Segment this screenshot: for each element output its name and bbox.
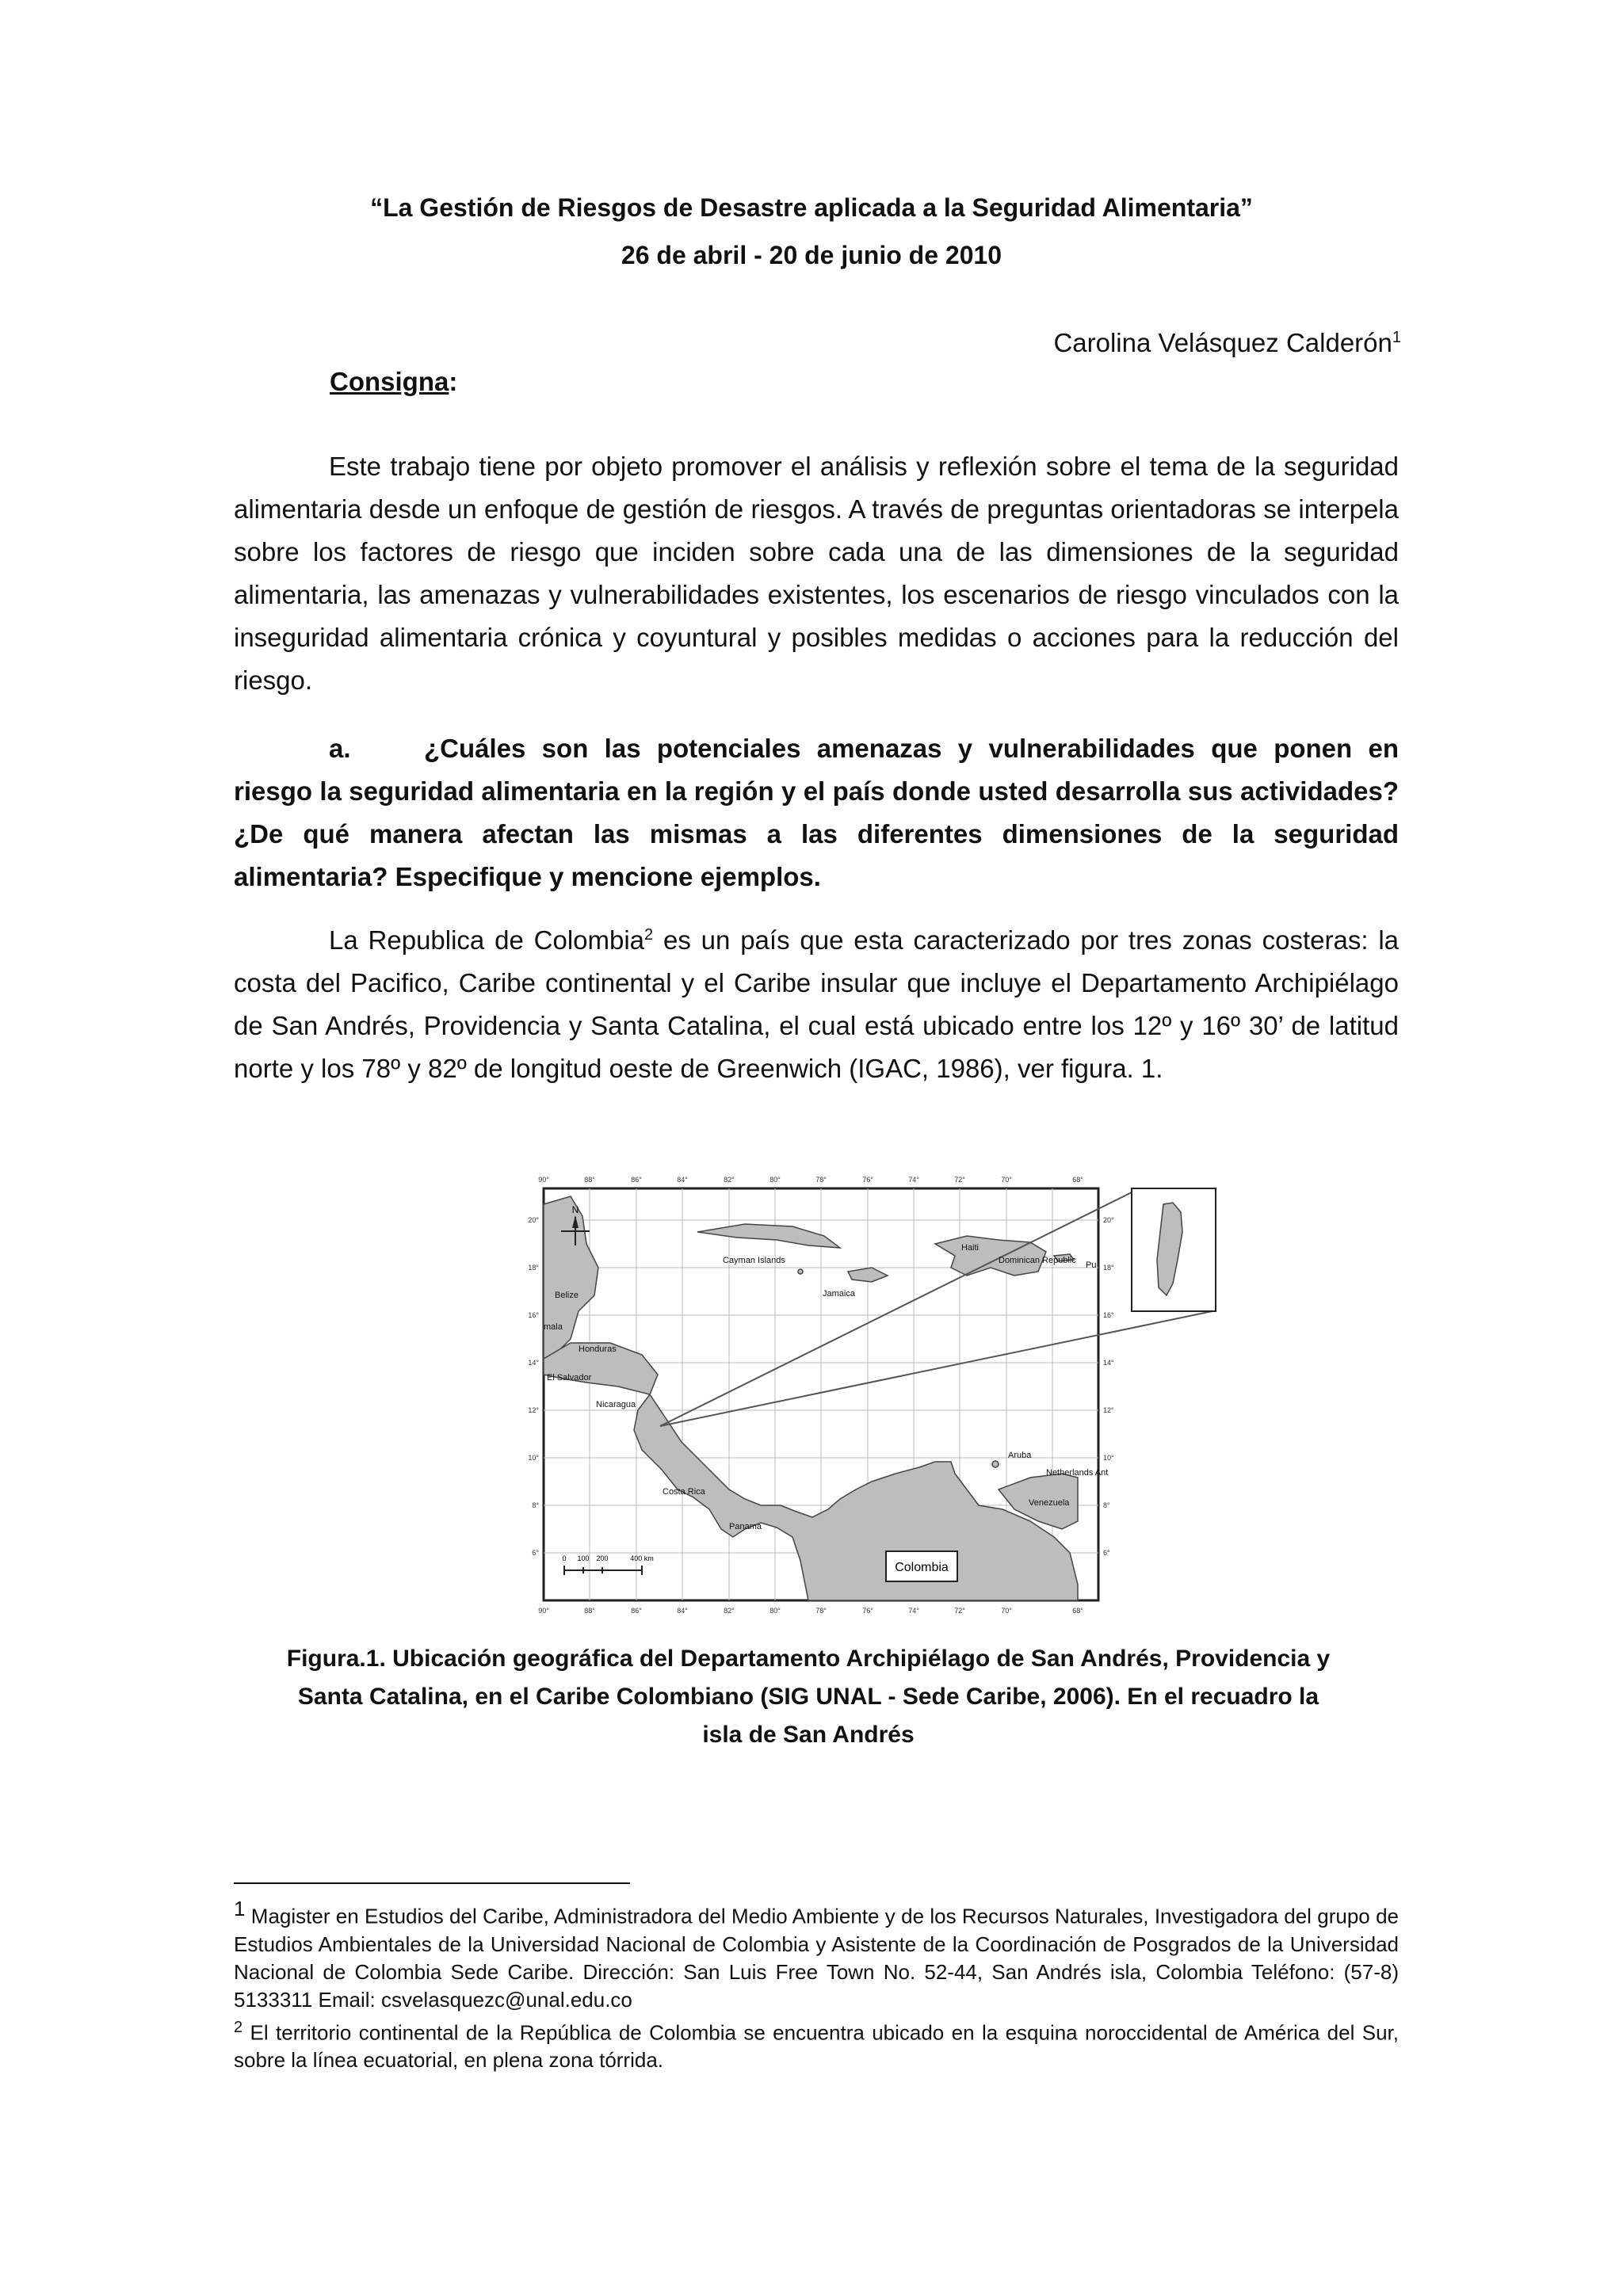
tick-top: 74°: [908, 1176, 919, 1184]
tick-right: 6°: [1103, 1549, 1110, 1557]
tick-right: 10°: [1103, 1454, 1114, 1462]
tick-left: 18°: [528, 1264, 539, 1272]
footnote-2-mark: 2: [234, 2018, 243, 2036]
tick-right: 20°: [1103, 1216, 1114, 1224]
footnotes: [234, 1895, 1399, 2074]
tick-bottom: 86°: [631, 1607, 642, 1615]
consigna-colon: :: [449, 367, 458, 396]
tick-left: 12°: [528, 1406, 539, 1414]
tick-left: 10°: [528, 1454, 539, 1462]
footnote-1-mark: 1: [234, 1897, 246, 1920]
tick-top: 82°: [724, 1176, 735, 1184]
label-nicaragua: Nicaragua: [596, 1400, 636, 1409]
location-map: [523, 1157, 1220, 1624]
aruba-shape: [992, 1461, 999, 1467]
label-netherlands: Netherlands Ant: [1046, 1468, 1109, 1478]
footnote-1: [234, 1895, 1399, 2014]
tick-top: 68°: [1072, 1176, 1083, 1184]
colombia-paragraph: [234, 919, 1399, 1090]
tick-bottom: 88°: [584, 1607, 595, 1615]
footnote-2-text: El territorio continental de la República de Colombia se encuentra ubicado en la esquina noroccidental de América del Sur, sobre la línea ecuatorial, en plena zona tórrida.: [234, 2020, 1399, 2073]
tick-bottom: 84°: [677, 1607, 688, 1615]
scale-label-0: 0: [562, 1554, 567, 1562]
document-title-line1: “La Gestión de Riesgos de Desastre aplicada a la Seguridad Alimentaria”: [370, 193, 1253, 222]
tick-left: 6°: [532, 1549, 539, 1557]
map-ticks-left: [528, 1216, 539, 1557]
tick-top: 70°: [1001, 1176, 1012, 1184]
tick-bottom: 68°: [1072, 1607, 1083, 1615]
author-name: [1053, 318, 1401, 362]
tick-bottom: 78°: [815, 1607, 827, 1615]
scale-label-400: 400 km: [630, 1554, 654, 1562]
question-a: [234, 727, 1399, 898]
colombia-paragraph-start: La Republica de Colombia: [329, 925, 645, 955]
compass-label: N: [571, 1204, 579, 1215]
question-text: ¿Cuáles son las potenciales amenazas y vulnerabilidades que ponen en riesgo la seguridad alimentaria en la región y el país donde usted desarrolla sus actividades? ¿De qué manera afectan las mismas a las diferentes dimensiones de la seguridad alimentaria? Especifique y mencione ejemplos.: [234, 734, 1399, 891]
consigna-label: Consigna: [330, 367, 449, 396]
tick-left: 8°: [532, 1501, 539, 1509]
tick-left: 14°: [528, 1359, 539, 1367]
tick-top: 80°: [769, 1176, 781, 1184]
author-text: Carolina Velásquez Calderón: [1053, 328, 1392, 357]
tick-bottom: 72°: [954, 1607, 965, 1615]
label-el-salvador: El Salvador: [547, 1373, 592, 1383]
tick-top: 86°: [631, 1176, 642, 1184]
tick-top: 90°: [538, 1176, 549, 1184]
footnote-mark-2: 2: [644, 926, 654, 944]
footnote-1-text: Magister en Estudios del Caribe, Administradora del Medio Ambiente y de los Recursos Naturales, Investigadora del grupo de Estudios Ambientales de la Universidad Nacional de Colombia y Asistente de la Coordinación de Posgrados de la Universidad Nacional de Colombia Sede Caribe. Dirección: San Luis Free Town No. 52-44, San Andrés isla, Colombia Teléfono: (57-8) 5133311 Email: csvelasquezc@unal.edu.co: [234, 1904, 1399, 2012]
author-footnote-mark: 1: [1392, 329, 1401, 346]
footnote-divider: [234, 1882, 630, 1884]
label-costa-rica: Costa Rica: [663, 1487, 705, 1497]
cayman-shape: [798, 1269, 803, 1274]
tick-bottom: 76°: [862, 1607, 873, 1615]
footnote-2: [234, 2014, 1399, 2075]
tick-bottom: 70°: [1001, 1607, 1012, 1615]
consigna-heading: [330, 363, 457, 401]
tick-top: 76°: [862, 1176, 873, 1184]
intro-paragraph: Este trabajo tiene por objeto promover el análisis y reflexión sobre el tema de la seguridad alimentaria desde un enfoque de gestión de riesgos. A través de preguntas orientadoras se interpela sobre los factores de riesgo que inciden sobre cada una de las dimensiones de la seguridad alimentaria, las amenazas y vulnerabilidades existentes, los escenarios de riesgo vinculados con la inseguridad alimentaria crónica y coyuntural y posibles medidas o acciones para la reducción del riesgo.: [234, 452, 1399, 695]
tick-bottom: 82°: [724, 1607, 735, 1615]
tick-bottom: 80°: [769, 1607, 781, 1615]
label-pr: Pu: [1086, 1261, 1097, 1270]
label-belize: Belize: [555, 1291, 579, 1300]
colombia-paragraph-rest: es un país que esta caracterizado por tres zonas costeras: la costa del Pacifico, Caribe continental y el Caribe insular que incluye el Departamento Archipiélago de San Andrés, Providencia y Santa Catalina, el cual está ubicado entre los 12º y 16º 30’ de latitud norte y los 78º y 82º de longitud oeste de Greenwich (IGAC, 1986), ver figura. 1.: [234, 925, 1400, 1083]
label-aruba: Aruba: [1008, 1451, 1032, 1460]
tick-right: 18°: [1103, 1264, 1114, 1272]
label-cayman: Cayman Islands: [723, 1256, 785, 1265]
tick-right: 12°: [1103, 1406, 1114, 1414]
tick-bottom: 90°: [538, 1607, 549, 1615]
label-haiti: Haiti: [961, 1243, 980, 1253]
tick-left: 16°: [528, 1311, 539, 1319]
tick-top: 72°: [954, 1176, 965, 1184]
tick-right: 14°: [1103, 1359, 1114, 1367]
map-ticks-right: [1103, 1216, 1114, 1557]
label-venezuela: Venezuela: [1029, 1498, 1070, 1508]
tick-right: 16°: [1103, 1311, 1114, 1319]
figure-caption: Figura.1. Ubicación geográfica del Departamento Archipiélago de San Andrés, Providencia y Santa Catalina, en el Caribe Colombiano (SIG UNAL - Sede Caribe, 2006). En el recuadro la isla de San Andrés: [286, 1646, 1331, 1748]
label-honduras: Honduras: [579, 1344, 617, 1354]
tick-top: 88°: [584, 1176, 595, 1184]
scale-label-100: 100: [577, 1554, 590, 1562]
label-panama: Panama: [729, 1522, 762, 1531]
tick-right: 8°: [1103, 1501, 1110, 1509]
tick-left: 20°: [528, 1216, 539, 1224]
map-ticks-bottom: [538, 1607, 1083, 1615]
label-dominican: Dominican Republic: [999, 1256, 1076, 1265]
tick-top: 78°: [815, 1176, 827, 1184]
tick-top: 84°: [677, 1176, 688, 1184]
label-jamaica: Jamaica: [823, 1289, 855, 1299]
label-guatemala: mala: [544, 1322, 563, 1332]
label-colombia: Colombia: [895, 1561, 949, 1574]
scale-label-200: 200: [596, 1554, 609, 1562]
question-label: a.: [329, 734, 351, 763]
location-map-figure: [523, 1157, 1220, 1624]
tick-bottom: 74°: [908, 1607, 919, 1615]
document-title-line2: 26 de abril - 20 de junio de 2010: [621, 241, 1002, 269]
map-ticks-top: [538, 1176, 1083, 1184]
